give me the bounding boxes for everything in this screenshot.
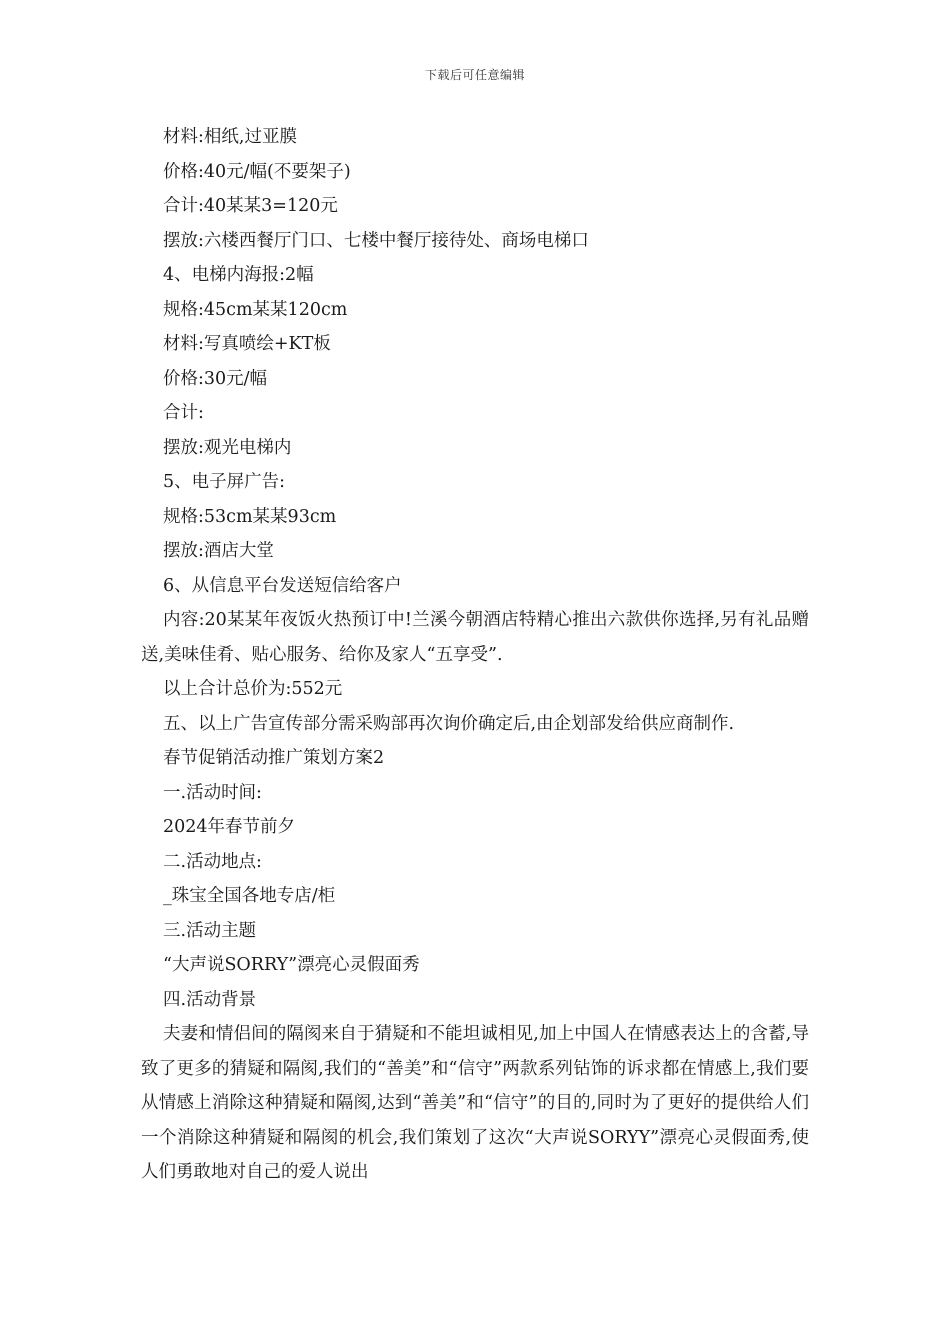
section-heading: 三.活动主题 (163, 920, 257, 941)
text-line: 合计: (163, 403, 204, 423)
text-line: 摆放:观光电梯内 (163, 437, 292, 458)
section-heading: 四.活动背景 (163, 989, 257, 1010)
page-header: 下载后可任意编辑 (424, 68, 525, 82)
text-line: 以上合计总价为:552元 (163, 679, 343, 699)
text-line: _珠宝全国各地专店/柜 (163, 886, 336, 906)
text-line: 6、从信息平台发送短信给客户 (163, 575, 402, 596)
text-line: 五、以上广告宣传部分需采购部再次询价确定后,由企划部发给供应商制作. (163, 713, 735, 734)
document-body (141, 120, 809, 1190)
sms-content-paragraph: 内容:20某某年夜饭火热预订中!兰溪今朝酒店特精心推出六款供你选择,另有礼品赠送,美味佳肴、贴心服务、给你及家人“五享受”. (141, 610, 809, 665)
text-line: 摆放:酒店大堂 (163, 541, 274, 561)
text-line: 规格:45cm某某120cm (163, 299, 348, 320)
section-title: 春节促销活动推广策划方案2 (163, 748, 385, 768)
text-line: 材料:写真喷绘+KT板 (163, 334, 331, 354)
text-line: 摆放:六楼西餐厅门口、七楼中餐厅接待处、商场电梯口 (163, 230, 589, 251)
background-paragraph: 夫妻和情侣间的隔阂来自于猜疑和不能坦诚相见,加上中国人在情感表达上的含蓄,导致了更多的猜疑和隔阂,我们的“善美”和“信守”两款系列钻饰的诉求都在情感上,我们要从情感上消除这种猜疑和隔阂,达到“善美”和“信守”的目的,同时为了更好的提供给人们一个消除这种猜疑和隔阂的机会,我们策划了这次“大声说SORYY”漂亮心灵假面秀,使人们勇敢地对自己的爱人说出 (141, 1024, 809, 1182)
text-line: 规格:53cm某某93cm (163, 506, 337, 527)
text-line: 价格:40元/幅(不要架子) (163, 161, 351, 182)
text-line: “大声说SORRY”漂亮心灵假面秀 (163, 955, 420, 975)
text-line: 材料:相纸,过亚膜 (163, 127, 297, 147)
text-line: 5、电子屏广告: (163, 472, 286, 492)
text-line: 2024年春节前夕 (163, 817, 296, 837)
text-line: 4、电梯内海报:2幅 (163, 265, 314, 285)
text-line: 合计:40某某3=120元 (163, 196, 338, 216)
section-heading: 二.活动地点: (163, 851, 262, 872)
text-line: 价格:30元/幅 (163, 368, 268, 389)
section-heading: 一.活动时间: (163, 782, 262, 803)
